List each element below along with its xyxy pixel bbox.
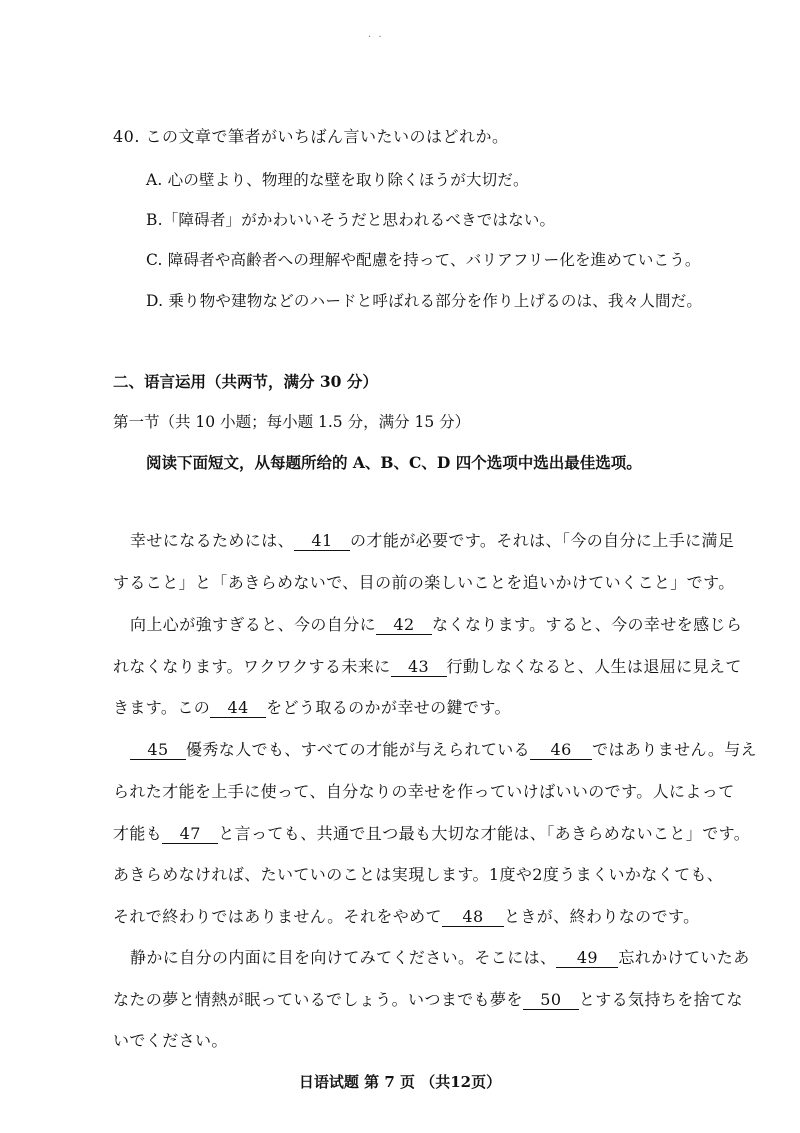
passage-line: [130, 528, 734, 551]
passage-text: 才能も: [113, 824, 163, 843]
passage-line: あきらめなければ、たいていのことは実現します。1度や2度うまくいかなくても、: [113, 865, 724, 884]
blank-49: 49: [556, 950, 618, 968]
passage-line: [113, 654, 742, 677]
passage-text: とする気持ちを捨てな: [578, 990, 743, 1009]
option-c: C. 障碍者や高齢者への理解や配慮を持って、バリアフリー化を進めていこう。: [146, 251, 701, 269]
blank-47: 47: [162, 826, 218, 844]
blank-41: 41: [294, 533, 350, 551]
passage-line: [130, 612, 742, 635]
passage-text: 優秀な人でも、すべての才能が与えられている: [186, 740, 531, 759]
passage-text: 忘れかけていたあ: [618, 948, 750, 967]
passage-text: 向上心が強すぎると、今の自分に: [130, 615, 377, 634]
passage-text: ときが、終わりなのです。: [503, 907, 700, 926]
passage-line: [113, 987, 743, 1010]
passage-text: の才能が必要です。それは、「今の自分に上手に満足: [350, 531, 735, 550]
blank-48: 48: [442, 909, 504, 927]
passage-text: 静かに自分の内面に目を向けてみてください。そこには、: [130, 948, 557, 967]
passage-line: [113, 695, 511, 718]
passage-text: と言っても、共通で且つ最も大切な才能は、「あきらめないこと」です。: [218, 824, 751, 843]
question-40-stem: 40. この文章で筆者がいちばん言いたいのはどれか。: [113, 127, 509, 146]
passage-line: [113, 821, 750, 844]
passage-text: 行動しなくなると、人生は退屈に見えて: [446, 657, 742, 676]
section-part-title: 第一节（共 10 小题；每小题 1.5 分，满分 15 分）: [113, 413, 471, 431]
passage-line: [113, 904, 700, 927]
passage-line: いでください。: [113, 1031, 228, 1050]
option-a: A. 心の壁より、物理的な壁を取り除くほうが大切だ。: [146, 171, 529, 189]
passage-line: られた才能を上手に使って、自分なりの幸せを作っていけばいいのです。人によって: [113, 782, 735, 801]
blank-45: 45: [130, 742, 186, 760]
blank-43: 43: [391, 659, 447, 677]
page-footer: 日语试题 第 7 页 （共12页）: [298, 1073, 502, 1091]
section-title: 二、语言运用（共两节，满分 30 分）: [113, 372, 378, 391]
passage-text: 幸せになるためには、: [130, 531, 295, 550]
passage-text: それで終わりではありません。それをやめて: [113, 907, 442, 926]
scan-mark: · ·: [368, 32, 384, 43]
passage-text: なくなります。すると、今の幸せを感じら: [432, 615, 743, 634]
passage-line: すること」と「あきらめないで、目の前の楽しいことを追いかけていくこと」です。: [113, 573, 735, 592]
blank-42: 42: [376, 617, 432, 635]
passage-text: ではありません。与え: [592, 740, 758, 759]
blank-44: 44: [210, 700, 266, 718]
passage-text: をどう取るのかが幸せの鍵です。: [266, 698, 511, 717]
passage-text: きます。この: [113, 698, 211, 717]
blank-46: 46: [530, 742, 592, 760]
section-instruction: 阅读下面短文，从每题所给的 A、B、C、D 四个选项中选出最佳选项。: [146, 453, 642, 472]
option-b: B.「障碍者」がかわいいそうだと思われるべきではない。: [146, 211, 556, 229]
blank-50: 50: [523, 992, 579, 1010]
passage-line: [130, 737, 757, 760]
passage-text: なたの夢と情熱が眠っているでしょう。いつまでも夢を: [113, 990, 523, 1009]
passage-line: [130, 945, 750, 968]
passage-text: れなくなります。ワクワクする未来に: [113, 657, 391, 676]
option-d: D. 乗り物や建物などのハードと呼ばれる部分を作り上げるのは、我々人間だ。: [146, 292, 703, 310]
